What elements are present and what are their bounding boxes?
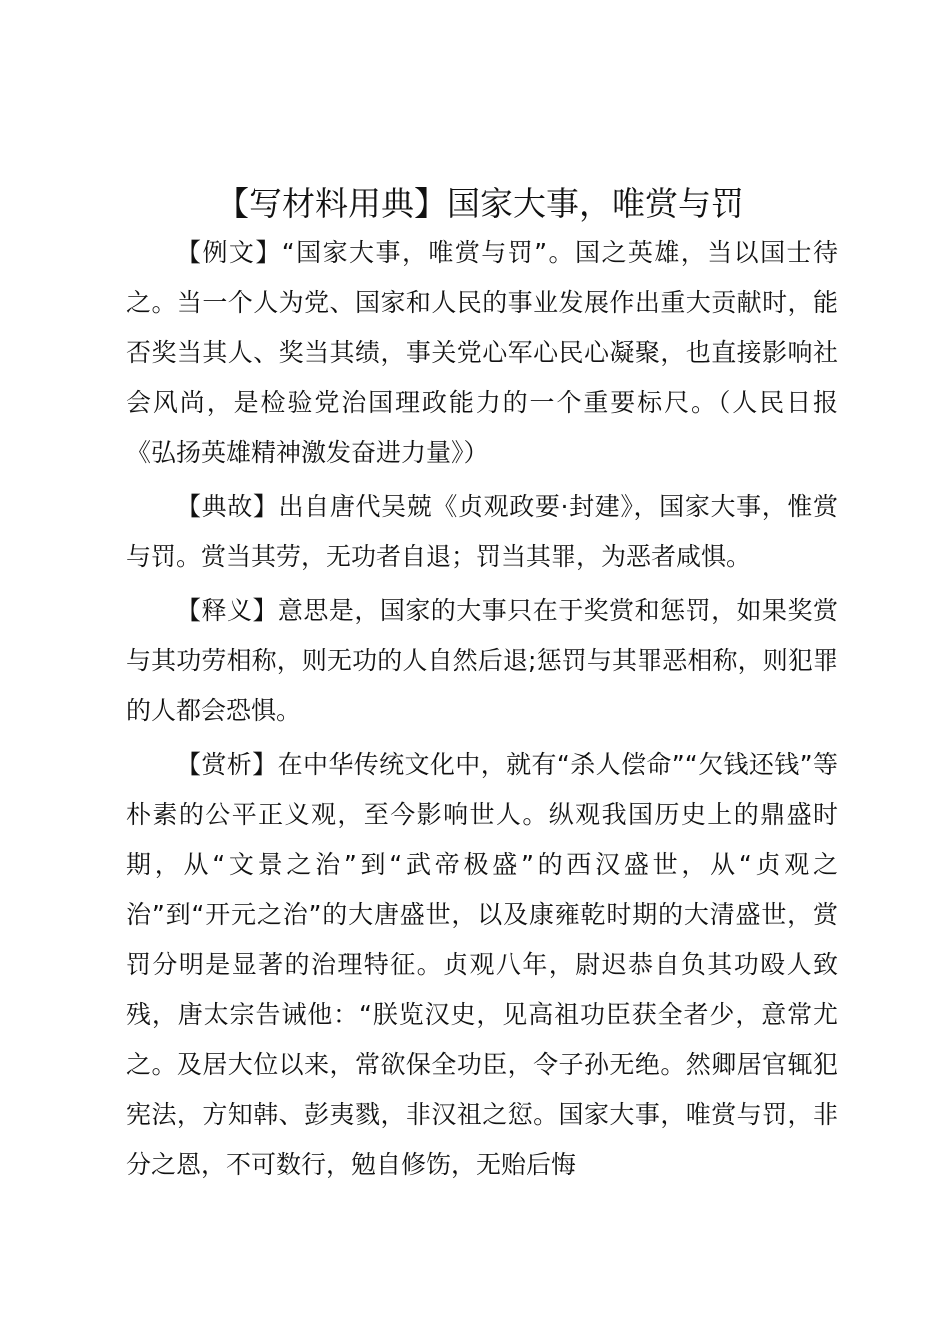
document-title: 【写材料用典】国家大事，唯赏与罚 [216,184,744,223]
paragraph-appreciation: 【赏析】在中华传统文化中，就有“杀人偿命”“欠钱还钱”等朴素的公平正义观，至今影响世人。纵观我国历史上的鼎盛时期，从“文景之治”到“武帝极盛”的西汉盛世，从“贞观之治”到“开元之治”的大唐盛世，以及康雍乾时期的大清盛世，赏罚分明是显著的治理特征。贞观八年，尉迟恭自负其功殴人致残，唐太宗告诫他：“朕览汉史，见高祖功臣获全者少，意常尤之。及居大位以来，常欲保全功臣，令子孙无绝。然卿居官辄犯宪法，方知韩、彭夷戮，非汉祖之愆。国家大事，唯赏与罚，非分之恩，不可数行，勉自修饬，无贻后悔 [126,750,838,1179]
paragraph-allusion: 【典故】出自唐代吴兢《贞观政要·封建》，国家大事，惟赏与罚。赏当其劳，无功者自退；罚当其罪，为恶者咸惧。 [126,492,838,571]
paragraph-meaning: 【释义】意思是，国家的大事只在于奖赏和惩罚，如果奖赏与其功劳相称，则无功的人自然后退;惩罚与其罪恶相称，则犯罪的人都会恐惧。 [126,596,838,725]
document-body [126,228,838,1194]
paragraph-example: 【例文】“国家大事，唯赏与罚”。国之英雄，当以国士待之。当一个人为党、国家和人民的事业发展作出重大贡献时，能否奖当其人、奖当其绩，事关党心军心民心凝聚，也直接影响社会风尚，是检验党治国理政能力的一个重要标尺。（人民日报《弘扬英雄精神激发奋进力量》） [126,238,838,467]
